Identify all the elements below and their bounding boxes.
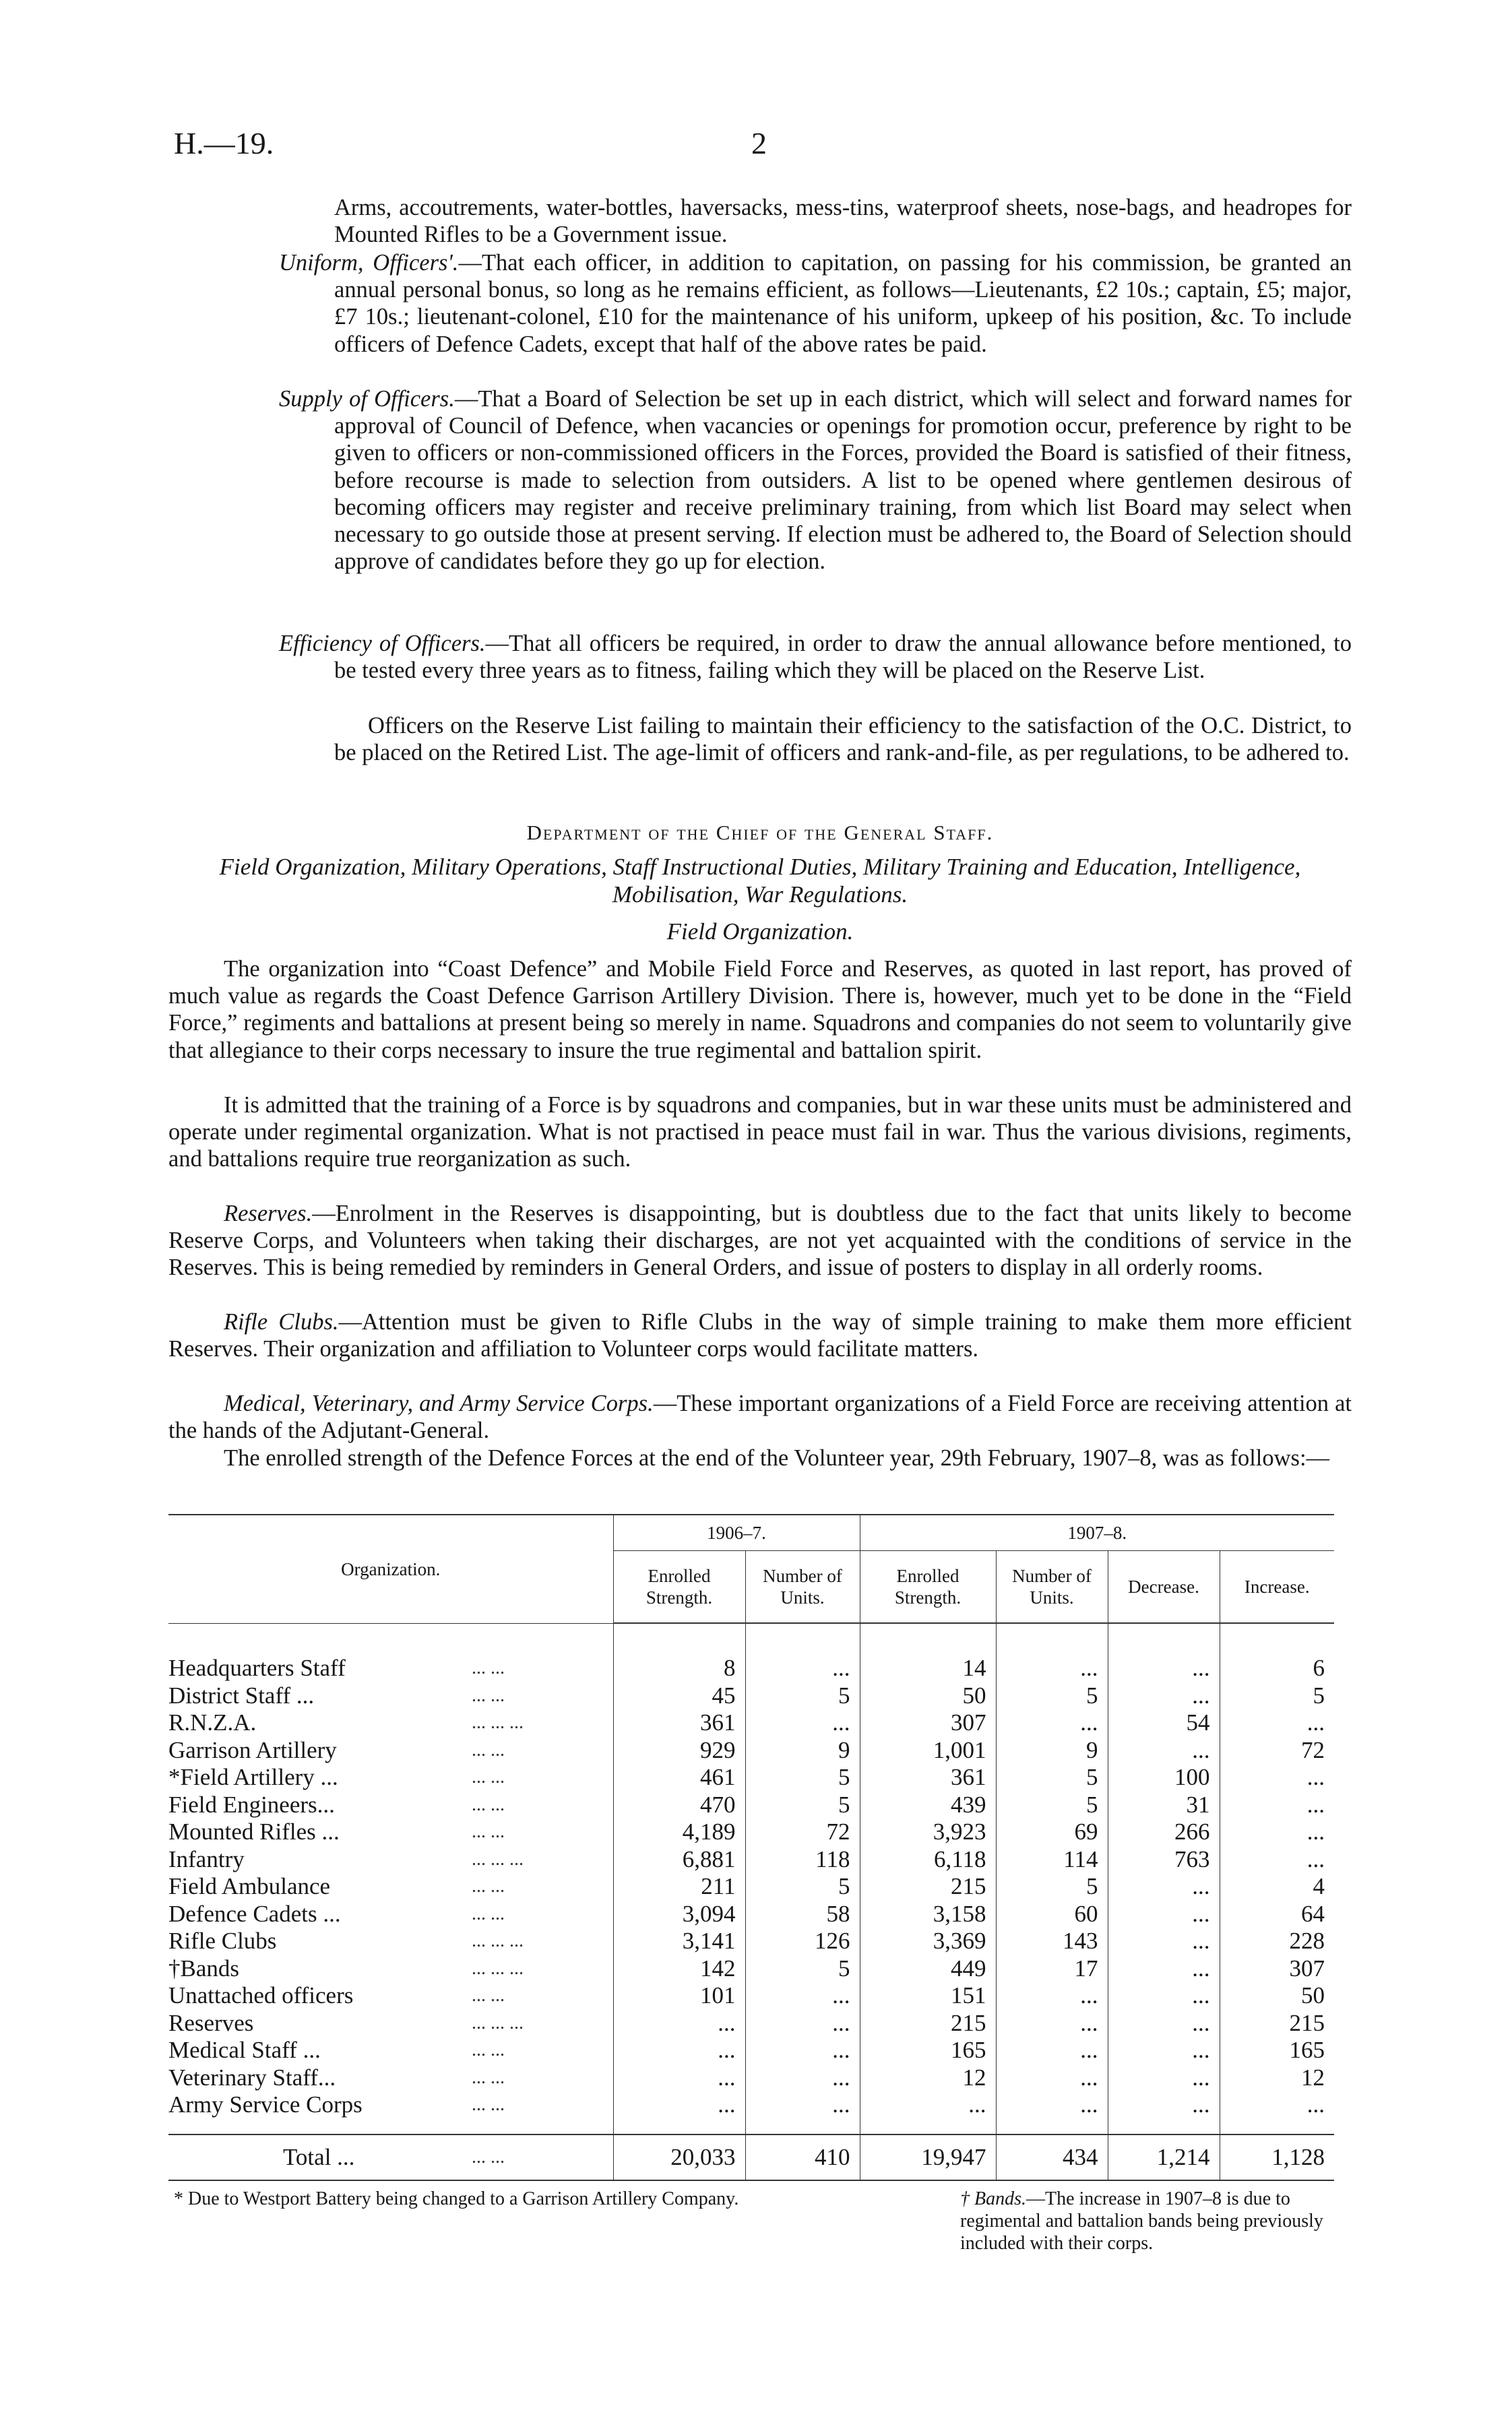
increase-cell: 50	[1220, 1982, 1334, 2010]
decrease-cell: ...	[1108, 1901, 1220, 1928]
table-row	[168, 1955, 1334, 1983]
arms-paragraph: Arms, accoutrements, water-bottles, haversacks, mess-tins, waterproof sheets, nose-bags, and headropes for Mounted Rifles to be a Government issue.	[334, 195, 1352, 248]
enrolled-1906-cell: 4,189	[613, 1819, 745, 1846]
organization-name: R.N.Z.A.	[168, 1709, 257, 1736]
enrolled-1906-cell: 211	[613, 1873, 745, 1901]
total-decrease: 1,214	[1108, 2134, 1220, 2180]
organization-name: Unattached officers	[168, 1982, 354, 2009]
enrolled-1907-cell: 6,118	[860, 1846, 996, 1874]
units-1906-cell: 5	[745, 1682, 860, 1710]
decrease-cell: ...	[1108, 1928, 1220, 1955]
units-1907-cell: ...	[996, 1655, 1108, 1682]
total-units-1907: 434	[996, 2134, 1108, 2180]
enrolled-strength-paragraph: The enrolled strength of the Defence Forces at the end of the Volunteer year, 29th February, 1907–8, was as follows:—	[224, 1445, 1330, 1471]
decrease-cell: 100	[1108, 1764, 1220, 1792]
decrease-cell: ...	[1108, 1873, 1220, 1901]
decrease-cell: ...	[1108, 2091, 1220, 2119]
decrease-cell: ...	[1108, 2064, 1220, 2092]
enrolled-1907-cell: 215	[860, 2010, 996, 2037]
enrolled-1906-cell: 461	[613, 1764, 745, 1792]
increase-header: Increase.	[1220, 1551, 1334, 1624]
footnote-bands-text: —The increase in 1907–8 is due to regimental and battalion bands being previously included with their corps.	[960, 2188, 1323, 2254]
medical-paragraph	[168, 1390, 1352, 1444]
units-1907-cell: 143	[996, 1928, 1108, 1955]
rifle-clubs-text: —Attention must be given to Rifle Clubs in the way of simple training to make them more efficient Reserves. Their organization and affiliation to Volunteer corps would facilitate matters.	[168, 1309, 1352, 1362]
supply-paragraph	[279, 385, 1352, 575]
units-1907-cell: 5	[996, 1792, 1108, 1819]
row-leader-dots: ... ... ...	[472, 1930, 524, 1951]
row-leader-dots: ... ...	[472, 2146, 505, 2168]
enrolled-1907-cell: 3,923	[860, 1819, 996, 1846]
units-1907-cell: ...	[996, 2064, 1108, 2092]
enrolled-1907-cell: 361	[860, 1764, 996, 1792]
increase-cell: 4	[1220, 1873, 1334, 1901]
enrolled-1906-cell: 470	[613, 1792, 745, 1819]
efficiency-paragraph	[279, 630, 1352, 684]
department-heading: Department of the Chief of the General Staff.	[526, 821, 994, 844]
medical-text: —These important organizations of a Field Force are receiving attention at the hands of the Adjutant-General.	[168, 1391, 1352, 1444]
row-leader-dots: ... ...	[472, 2066, 505, 2088]
enrolled-1907-cell: 1,001	[860, 1737, 996, 1765]
table-row	[168, 2037, 1334, 2064]
increase-cell: 307	[1220, 1955, 1334, 1983]
units-1907-cell: 5	[996, 1873, 1108, 1901]
year-1906-7-header: 1906–7.	[613, 1515, 860, 1551]
year-1907-8-header: 1907–8.	[860, 1515, 1334, 1551]
enrolled-1907-cell: 165	[860, 2037, 996, 2064]
uniform-title: Uniform, Officers'.	[279, 250, 459, 276]
table-row	[168, 2064, 1334, 2092]
units-1906-cell: ...	[745, 1655, 860, 1682]
increase-cell: 5	[1220, 1682, 1334, 1710]
enrolled-1906-cell: ...	[613, 2091, 745, 2119]
row-leader-dots: ... ...	[472, 2039, 505, 2060]
increase-cell: 64	[1220, 1901, 1334, 1928]
table-row	[168, 1901, 1334, 1928]
units-1907-cell: 114	[996, 1846, 1108, 1874]
organization-name: Veterinary Staff...	[168, 2064, 336, 2091]
increase-cell: 72	[1220, 1737, 1334, 1765]
supply-title: Supply of Officers.	[279, 386, 455, 412]
total-enrolled-1906: 20,033	[613, 2134, 745, 2180]
table-row	[168, 1819, 1334, 1846]
table-row	[168, 1982, 1334, 2010]
units-1906-cell: 5	[745, 1792, 860, 1819]
units-1907-cell: 5	[996, 1764, 1108, 1792]
units-1907-cell: ...	[996, 1709, 1108, 1737]
total-units-1906: 410	[745, 2134, 860, 2180]
units-1907-cell: 60	[996, 1901, 1108, 1928]
number-of-units-1907-header: Number of Units.	[996, 1551, 1108, 1624]
increase-cell: ...	[1220, 1819, 1334, 1846]
units-1907-cell: ...	[996, 2037, 1108, 2064]
enrolled-1907-cell: 3,158	[860, 1901, 996, 1928]
units-1907-cell: 17	[996, 1955, 1108, 1983]
enrolled-1907-cell: 50	[860, 1682, 996, 1710]
row-leader-dots: ... ...	[472, 1985, 505, 2006]
units-1906-cell: 9	[745, 1737, 860, 1765]
units-1906-cell: ...	[745, 2091, 860, 2119]
units-1906-cell: 118	[745, 1846, 860, 1874]
enrolled-1906-cell: 929	[613, 1737, 745, 1765]
enrolled-1906-cell: 142	[613, 1955, 745, 1983]
row-leader-dots: ... ...	[472, 1821, 505, 1842]
enrolled-1906-cell: 3,141	[613, 1928, 745, 1955]
table-row	[168, 1846, 1334, 1874]
units-1906-cell: ...	[745, 1982, 860, 2010]
row-leader-dots: ... ... ...	[472, 1957, 524, 1979]
rifle-clubs-paragraph	[168, 1308, 1352, 1362]
enrolled-1907-cell: 439	[860, 1792, 996, 1819]
organization-name: Garrison Artillery	[168, 1736, 337, 1763]
enrolled-1907-cell: ...	[860, 2091, 996, 2119]
enrolled-1906-cell: 3,094	[613, 1901, 745, 1928]
table-row	[168, 1709, 1334, 1737]
decrease-cell: ...	[1108, 1982, 1220, 2010]
organization-name: Mounted Rifles ...	[168, 1819, 340, 1845]
training-paragraph: It is admitted that the training of a Force is by squadrons and companies, but in war these units must be administered and operate under regimental organization. What is not practised in peace must fail in war. Thus the various divisions, regiments, and battalions require true reorganization as such.	[168, 1092, 1352, 1172]
organization-name: *Field Artillery ...	[168, 1764, 338, 1790]
units-1906-cell: ...	[745, 2010, 860, 2037]
enrolled-1906-cell: ...	[613, 2037, 745, 2064]
decrease-cell: 763	[1108, 1846, 1220, 1874]
organization-name: Defence Cadets ...	[168, 1900, 341, 1927]
uniform-paragraph	[279, 249, 1352, 358]
enrolled-1906-cell: 6,881	[613, 1846, 745, 1874]
enrolled-1906-cell: 45	[613, 1682, 745, 1710]
decrease-cell: ...	[1108, 1737, 1220, 1765]
efficiency-title: Efficiency of Officers.	[279, 631, 486, 656]
organization-header: Organization.	[168, 1515, 613, 1623]
row-leader-dots: ... ...	[472, 2094, 505, 2115]
units-1907-cell: 5	[996, 1682, 1108, 1710]
supply-text: —That a Board of Selection be set up in each district, which will select and forward names for approval of Council of Defence, when vacancies or openings for promotion occur, preference by right to be given to officers or non-commissioned officers in the Forces, provided the Board is satisfied of their fitness, before recourse is made to selection from outsiders. A list to be opened where gentlemen desirous of becoming officers may register and receive preliminary training, from which list Board may select when necessary to go outside those at present serving. If election must be adhered to, the Board of Selection should approve of candidates before they go up for election.	[334, 386, 1352, 575]
enrolled-1906-cell: ...	[613, 2064, 745, 2092]
units-1906-cell: ...	[745, 2037, 860, 2064]
enrolled-1907-cell: 14	[860, 1655, 996, 1682]
organization-name: †Bands	[168, 1955, 239, 1982]
report-reference: H.—19.	[174, 126, 274, 160]
decrease-cell: 54	[1108, 1709, 1220, 1737]
increase-cell: ...	[1220, 1709, 1334, 1737]
row-leader-dots: ... ...	[472, 1794, 505, 1815]
enrolled-1906-cell: 101	[613, 1982, 745, 2010]
total-increase: 1,128	[1220, 2134, 1334, 2180]
total-row	[168, 2134, 1334, 2180]
increase-cell: ...	[1220, 1846, 1334, 1874]
units-1907-cell: ...	[996, 2091, 1108, 2119]
enrolled-1907-cell: 3,369	[860, 1928, 996, 1955]
enrolled-1907-cell: 215	[860, 1873, 996, 1901]
enrolled-1906-cell: ...	[613, 2010, 745, 2037]
units-1906-cell: ...	[745, 1709, 860, 1737]
footnote-bands-title: † Bands.	[960, 2188, 1026, 2209]
organization-name: Field Ambulance	[168, 1873, 331, 1899]
units-1906-cell: 72	[745, 1819, 860, 1846]
organization-name: Infantry	[168, 1845, 245, 1872]
enrolled-strength-1906-header: Enrolled Strength.	[613, 1551, 745, 1624]
organization-name: Army Service Corps	[168, 2091, 363, 2118]
footnote-westport: * Due to Westport Battery being changed to a Garrison Artillery Company.	[174, 2188, 739, 2209]
enrolled-strength-table	[168, 1514, 1334, 2181]
organization-name: District Staff ...	[168, 1682, 315, 1709]
reserves-paragraph	[168, 1200, 1352, 1282]
table-row	[168, 1873, 1334, 1901]
units-1907-cell: ...	[996, 1982, 1108, 2010]
enrolled-1907-cell: 12	[860, 2064, 996, 2092]
organization-name: Headquarters Staff	[168, 1655, 346, 1681]
increase-cell: 215	[1220, 2010, 1334, 2037]
units-1907-cell: 9	[996, 1737, 1108, 1765]
units-1906-cell: ...	[745, 2064, 860, 2092]
units-1907-cell: ...	[996, 2010, 1108, 2037]
uniform-text: —That each officer, in addition to capitation, on passing for his commission, be granted an annual personal bonus, so long as he remains efficient, as follows—Lieutenants, £2 10s.; captain, £5; major, £7 10s.; lieutenant-colonel, £10 for the maintenance of his uniform, upkeep of his position, &c. To include officers of Defence Cadets, except that half of the above rates be paid.	[334, 250, 1352, 357]
decrease-cell: 266	[1108, 1819, 1220, 1846]
organization-name: Rifle Clubs	[168, 1928, 277, 1954]
row-leader-dots: ... ...	[472, 1876, 505, 1897]
increase-cell: ...	[1220, 1764, 1334, 1792]
table-row	[168, 1764, 1334, 1792]
row-leader-dots: ... ...	[472, 1903, 505, 1924]
efficiency-text: —That all officers be required, in order to draw the annual allowance before mentioned, to be tested every three years as to fitness, failing which they will be placed on the Reserve List.	[334, 631, 1352, 684]
table-row	[168, 2091, 1334, 2119]
page-number: 2	[751, 126, 767, 160]
medical-title: Medical, Veterinary, and Army Service Corps.	[224, 1391, 654, 1416]
reserves-text: —Enrolment in the Reserves is disappointing, but is doubtless due to the fact that units likely to become Reserve Corps, and Volunteers when taking their discharges, are not yet acquainted with the conditions of service in the Reserves. This is being remedied by reminders in General Orders, and issue of posters to display in all orderly rooms.	[168, 1201, 1352, 1281]
units-1906-cell: 126	[745, 1928, 860, 1955]
field-organization-paragraph: The organization into “Coast Defence” and Mobile Field Force and Reserves, as quoted in last report, has proved of much value as regards the Coast Defence Garrison Artillery Division. There is, however, much yet to be done in the “Field Force,” regiments and battalions at present being so merely in name. Squadrons and companies do not seem to voluntarily give that allegiance to their corps necessary to insure the true regimental and battalion spirit.	[168, 956, 1352, 1063]
row-leader-dots: ... ... ...	[472, 2012, 524, 2033]
decrease-cell: ...	[1108, 1655, 1220, 1682]
organization-name: Reserves	[168, 2009, 254, 2036]
enrolled-1906-cell: 361	[613, 1709, 745, 1737]
decrease-cell: ...	[1108, 2010, 1220, 2037]
row-leader-dots: ... ...	[472, 1684, 505, 1706]
decrease-cell: 31	[1108, 1792, 1220, 1819]
units-1907-cell: 69	[996, 1819, 1108, 1846]
field-organization-title: Field Organization.	[666, 918, 854, 945]
table-row	[168, 1682, 1334, 1710]
decrease-header: Decrease.	[1108, 1551, 1220, 1624]
organization-name: Medical Staff ...	[168, 2037, 321, 2063]
row-leader-dots: ... ...	[472, 1739, 505, 1761]
units-1906-cell: 5	[745, 1873, 860, 1901]
increase-cell: 228	[1220, 1928, 1334, 1955]
footnote-bands	[960, 2188, 1337, 2254]
enrolled-1907-cell: 307	[860, 1709, 996, 1737]
reserves-title: Reserves.	[224, 1201, 313, 1226]
table-row	[168, 1737, 1334, 1765]
enrolled-1907-cell: 449	[860, 1955, 996, 1983]
table-row	[168, 1655, 1334, 1682]
increase-cell: 12	[1220, 2064, 1334, 2092]
decrease-cell: ...	[1108, 2037, 1220, 2064]
enrolled-1906-cell: 8	[613, 1655, 745, 1682]
units-1906-cell: 5	[745, 1955, 860, 1983]
table-row	[168, 2010, 1334, 2037]
row-leader-dots: ... ...	[472, 1657, 505, 1678]
number-of-units-1906-header: Number of Units.	[745, 1551, 860, 1624]
organization-name: Field Engineers...	[168, 1791, 335, 1818]
rifle-clubs-title: Rifle Clubs.	[224, 1309, 339, 1335]
enrolled-strength-1907-header: Enrolled Strength.	[860, 1551, 996, 1624]
table-row	[168, 1792, 1334, 1819]
increase-cell: 6	[1220, 1655, 1334, 1682]
row-leader-dots: ... ...	[472, 1767, 505, 1788]
row-leader-dots: ... ... ...	[472, 1712, 524, 1733]
units-1906-cell: 58	[745, 1901, 860, 1928]
increase-cell: 165	[1220, 2037, 1334, 2064]
units-1906-cell: 5	[745, 1764, 860, 1792]
total-label: Total ...	[283, 2143, 355, 2170]
reserve-list-paragraph: Officers on the Reserve List failing to maintain their efficiency to the satisfaction of the O.C. District, to be placed on the Retired List. The age-limit of officers and rank-and-file, as per regulations, to be adhered to.	[334, 713, 1352, 766]
table-row	[168, 1928, 1334, 1955]
increase-cell: ...	[1220, 1792, 1334, 1819]
row-leader-dots: ... ... ...	[472, 1848, 524, 1870]
decrease-cell: ...	[1108, 1955, 1220, 1983]
increase-cell: ...	[1220, 2091, 1334, 2119]
department-subheading: Field Organization, Military Operations, Staff Instructional Duties, Military Training and Education, Intelligence, Mobilisation, War Regulations.	[219, 854, 1301, 908]
decrease-cell: ...	[1108, 1682, 1220, 1710]
total-enrolled-1907: 19,947	[860, 2134, 996, 2180]
enrolled-1907-cell: 151	[860, 1982, 996, 2010]
